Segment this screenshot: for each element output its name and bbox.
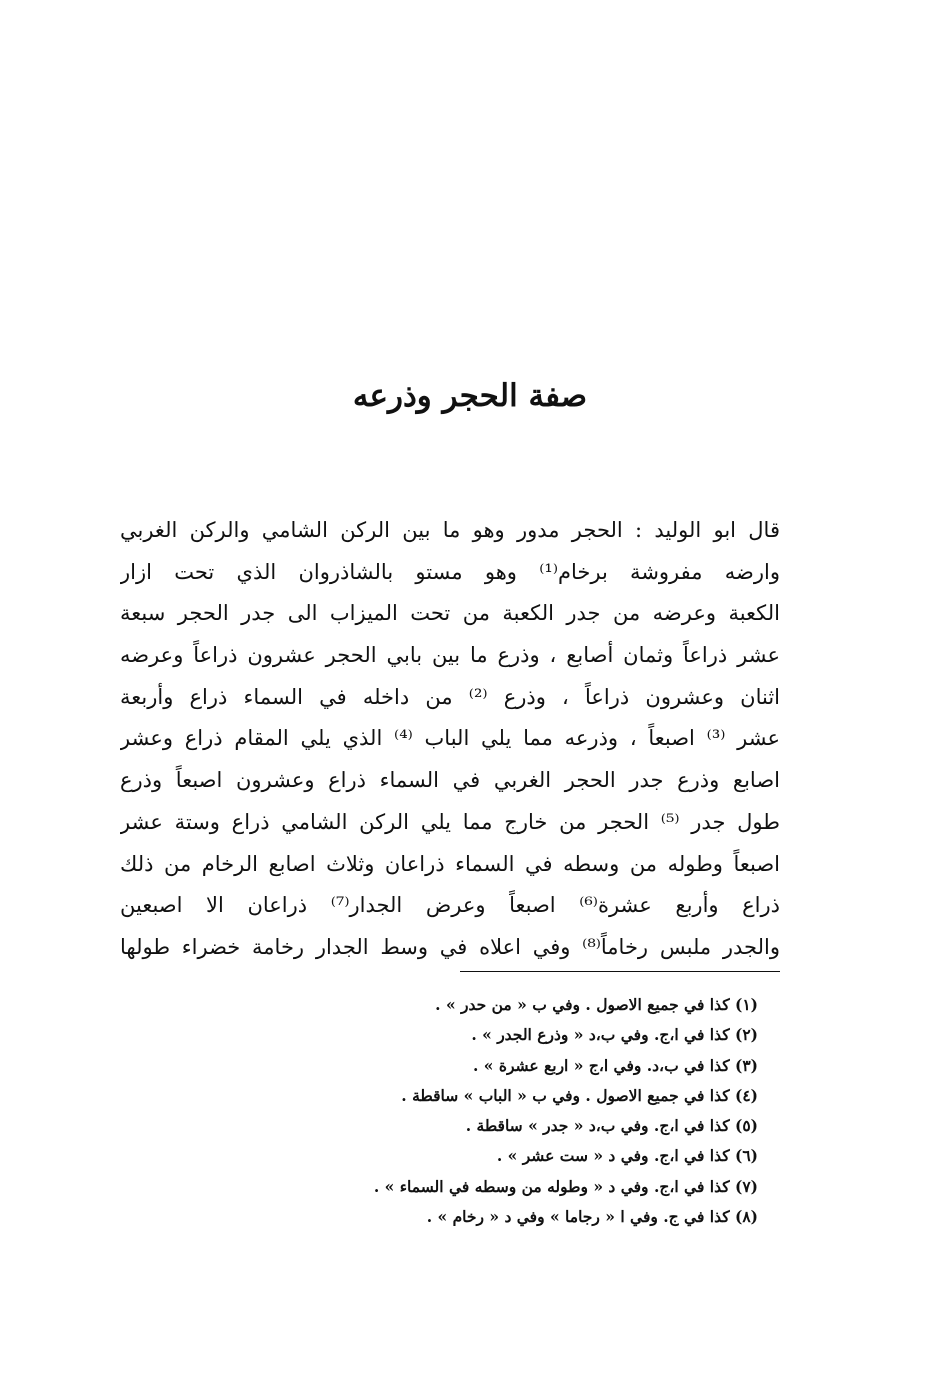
footnote: (٨) كذا في ج. وفي ا « رجاما » وفي د « رخام » . bbox=[426, 1207, 758, 1227]
text-line: اصبعاً وطوله من وسطه في السماء ذراعان وثلاث اصابع الرخام من ذلك bbox=[120, 851, 780, 876]
footnotes bbox=[300, 990, 758, 1232]
footnote: (١) كذا في جميع الاصول . وفي ب « من حدر » . bbox=[435, 995, 758, 1014]
text-line: عشر ذراعاً وثمان أصابع ، وذرع ما بين بابي الحجر عشرون ذراعاً وعرضه bbox=[120, 643, 780, 668]
text-line: اثنان وعشرون ذراعاً ، وذرع ⁽²⁾ من داخله في السماء ذراع وأربعة bbox=[120, 684, 780, 709]
footnote: (٥) كذا في ا،ج. وفي ب،د « جدر » ساقطة . bbox=[465, 1116, 758, 1136]
footnote-separator bbox=[460, 971, 780, 972]
footnote: (٢) كذا في ا،ج. وفي ب،د « وذرع الجدر » . bbox=[471, 1025, 758, 1045]
text-line: الكعبة وعرضه من جدر الكعبة من تحت الميزاب الى جدر الحجر سبعة bbox=[120, 601, 780, 626]
text-line: طول جدر ⁽⁵⁾ الحجر من خارج مما يلي الركن الشامي ذراع وستة عشر bbox=[120, 809, 780, 834]
text-line: والجدر ملبس رخاماً⁽⁸⁾ وفي اعلاه في وسط الجدار رخامة خضراء طولها bbox=[120, 934, 780, 959]
text-line: ذراع وأربع عشرة⁽⁶⁾ اصبعاً وعرض الجدار⁽⁷⁾ ذراعان الا اصبعين bbox=[120, 893, 780, 918]
footnote: (٧) كذا في ا،ج. وفي د « وطوله من وسطه في السماء » . bbox=[373, 1176, 758, 1196]
text-line: قال ابو الوليد : الحجر مدور وهو ما بين الركن الشامي والركن الغربي bbox=[120, 518, 780, 542]
section-title: صفة الحجر وذرعه bbox=[352, 378, 588, 414]
text-line: عشر ⁽³⁾ اصبعاً ، وذرعه مما يلي الباب ⁽⁴⁾ الذي يلي المقام ذراع وعشر bbox=[120, 726, 780, 751]
main-text bbox=[120, 510, 780, 969]
text-line: وارضه مفروشة برخام⁽¹⁾ وهو مستو بالشاذروان الذي تحت ازار bbox=[120, 559, 780, 584]
text-line: اصابع وذرع جدر الحجر الغربي في السماء ذراع وعشرون اصبعاً وذرع bbox=[120, 768, 780, 793]
footnote: (٤) كذا في جميع الاصول . وفي ب « الباب » ساقطة . bbox=[401, 1085, 758, 1105]
footnote: (٦) كذا في ا،ج. وفي د « ست عشر » . bbox=[496, 1146, 758, 1166]
footnote: (٣) كذا في ب،د. وفي ا،ج « اربع عشرة » . bbox=[472, 1055, 758, 1075]
